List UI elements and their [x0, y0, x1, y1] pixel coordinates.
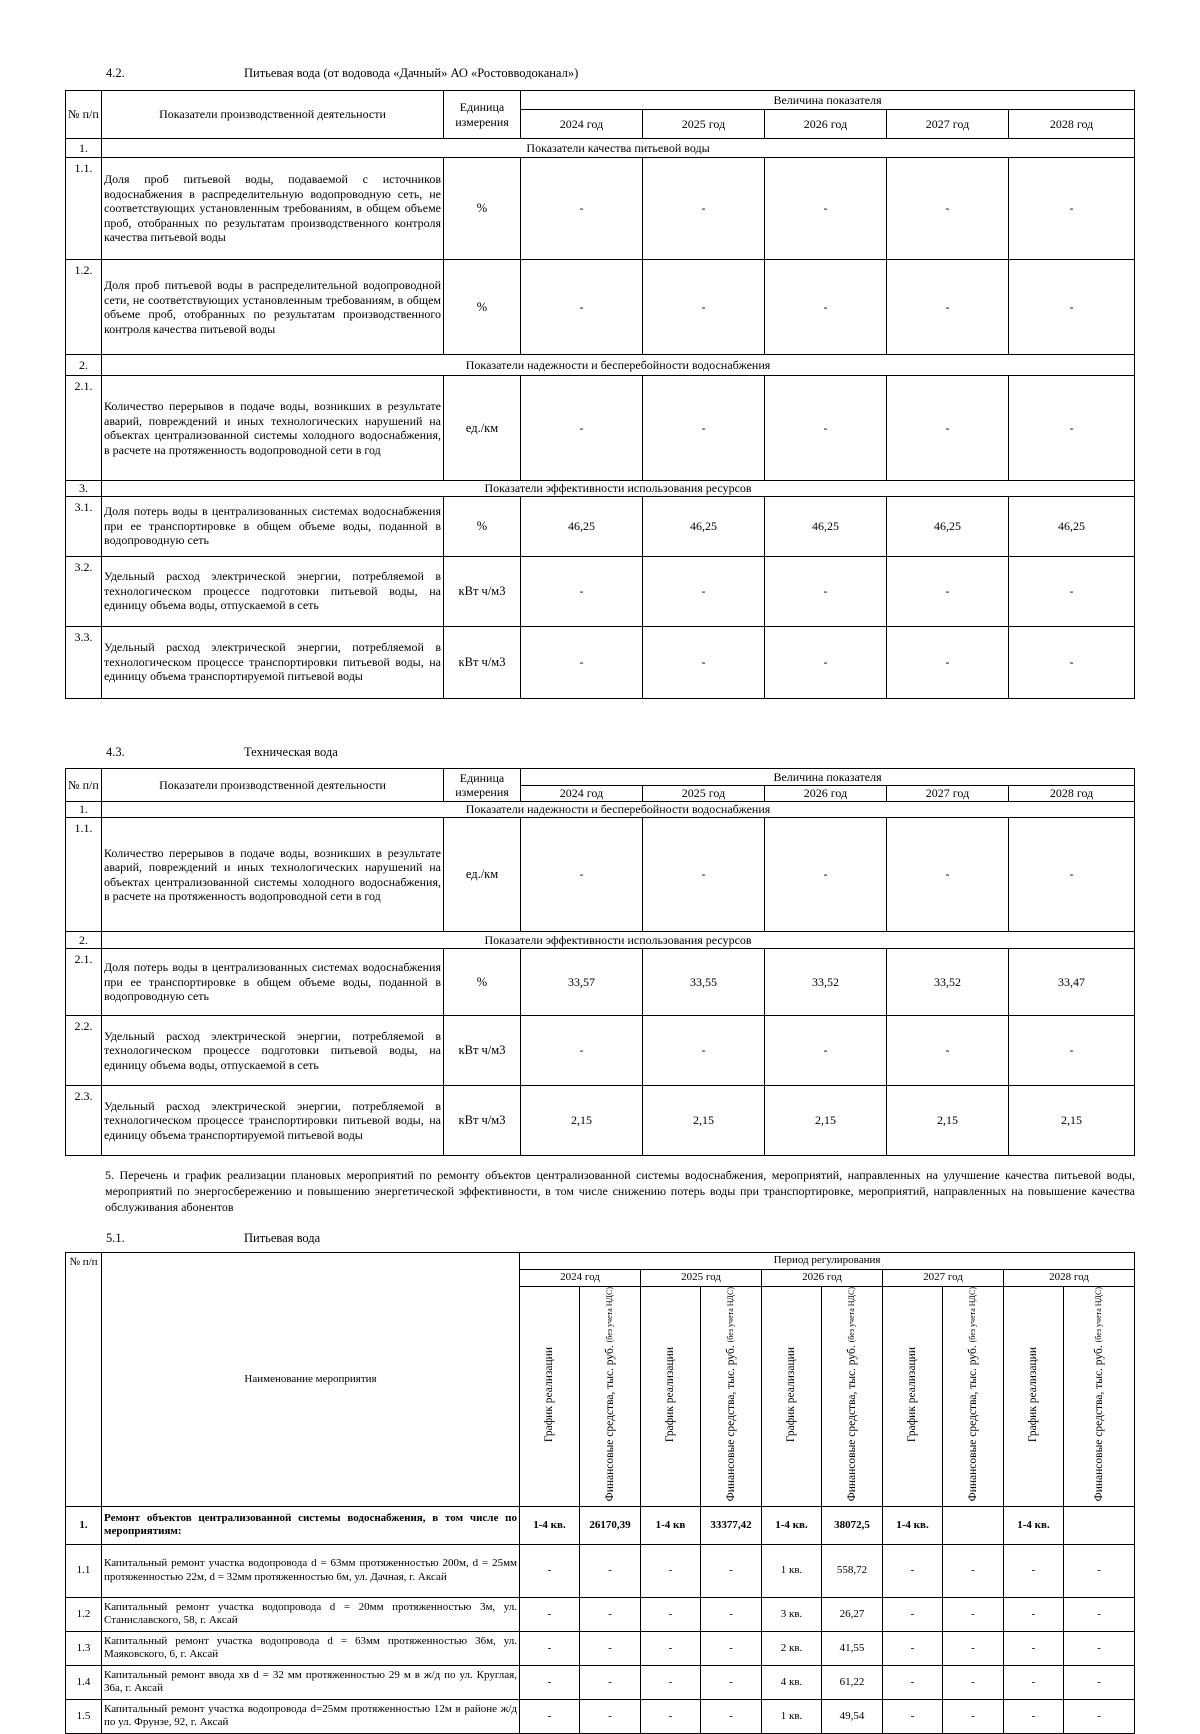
funds-cell	[1064, 1506, 1135, 1544]
header-year: 2024 год	[520, 1270, 641, 1287]
measure-text: Капитальный ремонт ввода хв d = 32 мм протяженностью 29 м в ж/д по ул. Круглая, 36а, г. Аксай	[102, 1665, 520, 1699]
schedule-cell: -	[1004, 1597, 1064, 1631]
schedule-cell: -	[883, 1631, 943, 1665]
value-cell: 33,52	[887, 949, 1009, 1016]
schedule-cell: 1 кв.	[762, 1699, 822, 1733]
schedule-cell: -	[520, 1665, 580, 1699]
unit-cell: ед./км	[444, 818, 521, 932]
schedule-cell: -	[641, 1699, 701, 1733]
schedule-cell: -	[641, 1544, 701, 1597]
section-row	[66, 139, 1135, 158]
header-funds	[943, 1287, 1004, 1507]
table-row	[66, 1016, 1135, 1086]
unit-cell: %	[444, 496, 521, 556]
row-number: 1.3	[66, 1631, 102, 1665]
schedule-cell: 4 кв.	[762, 1665, 822, 1699]
schedule-cell: -	[520, 1631, 580, 1665]
table-row	[66, 376, 1135, 481]
schedule-cell: -	[520, 1597, 580, 1631]
measures-table	[65, 1252, 1135, 1734]
value-cell: -	[1009, 260, 1135, 355]
section-5-1-heading	[106, 1231, 320, 1246]
table-row	[66, 1597, 1135, 1631]
funds-cell: 558,72	[822, 1544, 883, 1597]
funds-cell: -	[1064, 1544, 1135, 1597]
value-cell: -	[643, 1016, 765, 1086]
section-number: 4.3.	[106, 745, 125, 759]
row-number: 3.1.	[66, 496, 102, 556]
section-title: Питьевая вода	[244, 1231, 321, 1245]
row-number: 1.2.	[66, 260, 102, 355]
row-number: 1.5	[66, 1699, 102, 1733]
funds-cell: -	[701, 1631, 762, 1665]
section-title: Показатели эффективности использования ресурсов	[102, 481, 1135, 497]
value-cell: -	[887, 626, 1009, 698]
value-cell: -	[643, 376, 765, 481]
unit-cell: %	[444, 260, 521, 355]
indicator-text: Удельный расход электрической энергии, потребляемой в технологическом процессе подготовки питьевой воды, на единицу объема воды, отпускаемой в сеть	[102, 1016, 444, 1086]
table-row	[66, 818, 1135, 932]
funds-cell: -	[1064, 1665, 1135, 1699]
schedule-label: График реализации	[1027, 1346, 1039, 1442]
funds-cell: -	[943, 1597, 1004, 1631]
funds-cell: 41,55	[822, 1631, 883, 1665]
schedule-cell: -	[883, 1665, 943, 1699]
indicator-text: Удельный расход электрической энергии, потребляемой в технологическом процессе транспортировки питьевой воды, на единицу объема транспортируемой питьевой воды	[102, 626, 444, 698]
row-number: 2.1.	[66, 376, 102, 481]
funds-note: (без учета НДС)	[968, 1287, 977, 1343]
value-cell: 46,25	[1009, 496, 1135, 556]
funds-cell: 33377,42	[701, 1506, 762, 1544]
funds-cell: -	[701, 1699, 762, 1733]
header-year: 2028 год	[1009, 786, 1135, 802]
value-cell: 2,15	[887, 1086, 1009, 1156]
header-unit: Единица измерения	[444, 91, 521, 139]
indicator-text: Доля проб питьевой воды, подаваемой с источников водоснабжения в распределительную водопроводную сеть, не соответствующих установленным требованиям, в общем объеме проб, отобранных по результатам производственного контроля качества питьевой воды	[102, 158, 444, 260]
value-cell: -	[765, 1016, 887, 1086]
value-cell: -	[521, 260, 643, 355]
indicator-text: Количество перерывов в подаче воды, возникших в результате аварий, повреждений и иных технологических нарушений на объектах централизованной системы холодного водоснабжения, в расчете на протяженность водопроводной сети в год	[102, 818, 444, 932]
row-number: 2.	[66, 932, 102, 949]
row-number: 2.	[66, 355, 102, 376]
section-title: Показатели надежности и бесперебойности водоснабжения	[102, 355, 1135, 376]
schedule-cell: -	[520, 1699, 580, 1733]
value-cell: 2,15	[643, 1086, 765, 1156]
value-cell: -	[521, 626, 643, 698]
row-number: 1.1	[66, 1544, 102, 1597]
funds-cell: -	[580, 1544, 641, 1597]
value-cell: 33,52	[765, 949, 887, 1016]
funds-cell	[943, 1506, 1004, 1544]
measure-text: Капитальный ремонт участка водопровода d=25мм протяженностью 12м в районе ж/д по ул. Фрунзе, 92, г. Аксай	[102, 1699, 520, 1733]
table-row	[66, 556, 1135, 626]
section-number: 5.1.	[106, 1231, 125, 1245]
header-year: 2024 год	[521, 786, 643, 802]
table-row	[66, 1086, 1135, 1156]
row-number: 2.1.	[66, 949, 102, 1016]
value-cell: -	[1009, 1016, 1135, 1086]
funds-cell: -	[1064, 1597, 1135, 1631]
value-cell: 33,57	[521, 949, 643, 1016]
schedule-cell: -	[641, 1665, 701, 1699]
indicator-text: Удельный расход электрической энергии, потребляемой в технологическом процессе транспортировки питьевой воды, на единицу объема транспортируемой питьевой воды	[102, 1086, 444, 1156]
row-number: 3.2.	[66, 556, 102, 626]
header-schedule	[641, 1287, 701, 1507]
section-title: Показатели эффективности использования ресурсов	[102, 932, 1135, 949]
section-5-intro: 5. Перечень и график реализации плановых мероприятий по ремонту объектов централизованной системы водоснабжения, мероприятий, направленных на улучшение качества питьевой воды, мероприятий по энергосбережению и повышению энергетической эффективности, в том числе снижению потерь воды при транспортировке, мероприятий, направленных на повышение качества обслуживания абонентов	[105, 1168, 1135, 1214]
funds-note: (без учета НДС)	[1094, 1287, 1104, 1343]
value-cell: -	[521, 818, 643, 932]
funds-cell: -	[943, 1699, 1004, 1733]
row-number: 1.	[66, 1506, 102, 1544]
schedule-cell: 2 кв.	[762, 1631, 822, 1665]
value-cell: -	[1009, 376, 1135, 481]
row-number: 1.	[66, 139, 102, 158]
value-cell: -	[765, 260, 887, 355]
value-cell: -	[643, 556, 765, 626]
funds-cell: -	[580, 1631, 641, 1665]
header-funds	[701, 1287, 762, 1507]
value-cell: -	[1009, 818, 1135, 932]
value-cell: -	[643, 158, 765, 260]
schedule-cell: 1 кв.	[762, 1544, 822, 1597]
value-cell: -	[643, 626, 765, 698]
section-row	[66, 802, 1135, 818]
schedule-cell: -	[1004, 1631, 1064, 1665]
schedule-cell: -	[641, 1631, 701, 1665]
value-cell: -	[887, 1016, 1009, 1086]
row-number: 1.1.	[66, 818, 102, 932]
table-row	[66, 1699, 1135, 1733]
schedule-label: График реализации	[906, 1346, 918, 1442]
unit-cell: кВт ч/м3	[444, 1016, 521, 1086]
value-cell: 2,15	[765, 1086, 887, 1156]
funds-cell: -	[701, 1597, 762, 1631]
header-indicators: Показатели производственной деятельности	[102, 769, 444, 802]
header-year: 2027 год	[887, 786, 1009, 802]
value-cell: -	[765, 818, 887, 932]
section-title: Показатели качества питьевой воды	[102, 139, 1135, 158]
indicator-text: Удельный расход электрической энергии, потребляемой в технологическом процессе подготовки питьевой воды, на единицу объема воды, отпускаемой в сеть	[102, 556, 444, 626]
value-cell: -	[765, 556, 887, 626]
value-cell: -	[887, 158, 1009, 260]
header-no: № п/п	[66, 91, 102, 139]
table-row	[66, 1631, 1135, 1665]
header-funds	[580, 1287, 641, 1507]
measure-text: Капитальный ремонт участка водопровода d = 63мм протяженностью 200м, d = 25мм протяженностью 22м, d = 32мм протяженностью 6м, ул. Дачная, г. Аксай	[102, 1544, 520, 1597]
section-title: Питьевая вода (от водовода «Дачный» АО «Ростовводоканал»)	[244, 66, 579, 80]
value-cell: -	[521, 376, 643, 481]
header-year: 2024 год	[521, 110, 643, 139]
value-cell: 46,25	[521, 496, 643, 556]
measure-text: Ремонт объектов централизованной системы водоснабжения, в том числе по мероприятиям:	[102, 1506, 520, 1544]
schedule-cell: -	[1004, 1665, 1064, 1699]
schedule-cell: -	[520, 1544, 580, 1597]
value-cell: -	[765, 626, 887, 698]
schedule-cell: -	[1004, 1699, 1064, 1733]
schedule-cell: -	[883, 1699, 943, 1733]
schedule-cell: 3 кв.	[762, 1597, 822, 1631]
funds-cell: 26,27	[822, 1597, 883, 1631]
value-cell: -	[887, 376, 1009, 481]
unit-cell: кВт ч/м3	[444, 1086, 521, 1156]
indicators-table-drinking-water	[65, 90, 1135, 699]
header-indicators: Показатели производственной деятельности	[102, 91, 444, 139]
table-row	[66, 1544, 1135, 1597]
header-period: Период регулирования	[520, 1253, 1135, 1270]
schedule-cell: -	[883, 1597, 943, 1631]
schedule-cell: 1-4 кв.	[1004, 1506, 1064, 1544]
table-row	[66, 1665, 1135, 1699]
funds-note: (без учета НДС)	[605, 1287, 614, 1343]
section-number: 4.2.	[106, 66, 125, 80]
table-row	[66, 260, 1135, 355]
funds-cell: -	[1064, 1699, 1135, 1733]
funds-cell: -	[943, 1544, 1004, 1597]
value-cell: -	[521, 556, 643, 626]
schedule-cell: -	[1004, 1544, 1064, 1597]
funds-cell: 38072,5	[822, 1506, 883, 1544]
header-year: 2026 год	[765, 786, 887, 802]
header-funds	[1064, 1287, 1135, 1507]
funds-cell: -	[943, 1665, 1004, 1699]
row-number: 3.3.	[66, 626, 102, 698]
schedule-label: График реализации	[664, 1346, 676, 1442]
unit-cell: %	[444, 158, 521, 260]
section-title: Техническая вода	[244, 745, 338, 759]
schedule-cell: 1-4 кв.	[520, 1506, 580, 1544]
unit-cell: кВт ч/м3	[444, 556, 521, 626]
schedule-cell: 1-4 кв.	[883, 1506, 943, 1544]
row-number: 2.2.	[66, 1016, 102, 1086]
funds-label: Финансовые средства, тыс. руб.	[725, 1345, 737, 1502]
header-year: 2026 год	[762, 1270, 883, 1287]
table-row-total	[66, 1506, 1135, 1544]
section-title: Показатели надежности и бесперебойности водоснабжения	[102, 802, 1135, 818]
indicator-text: Доля потерь воды в централизованных системах водоснабжения при ее транспортировке в общем объеме воды, поданной в водопроводную сеть	[102, 949, 444, 1016]
value-cell: -	[521, 1016, 643, 1086]
indicators-table-technical-water	[65, 768, 1135, 1156]
funds-label: Финансовые средства, тыс. руб.	[967, 1345, 979, 1502]
header-schedule	[520, 1287, 580, 1507]
value-cell: -	[521, 158, 643, 260]
header-unit: Единица измерения	[444, 769, 521, 802]
value-cell: -	[1009, 556, 1135, 626]
schedule-cell: -	[641, 1597, 701, 1631]
header-year: 2028 год	[1009, 110, 1135, 139]
header-schedule	[883, 1287, 943, 1507]
value-cell: -	[765, 158, 887, 260]
value-cell: 46,25	[765, 496, 887, 556]
funds-label: Финансовые средства, тыс. руб.	[846, 1345, 858, 1502]
funds-cell: 49,54	[822, 1699, 883, 1733]
header-value: Величина показателя	[521, 91, 1135, 110]
section-row	[66, 481, 1135, 497]
funds-label: Финансовые средства, тыс. руб.	[1093, 1345, 1106, 1502]
value-cell: -	[643, 260, 765, 355]
value-cell: -	[765, 376, 887, 481]
header-value: Величина показателя	[521, 769, 1135, 786]
funds-note: (без учета НДС)	[726, 1287, 735, 1343]
schedule-cell: 1-4 кв	[641, 1506, 701, 1544]
measure-text: Капитальный ремонт участка водопровода d = 20мм протяженностью 3м, ул. Станиславского, 58, г. Аксай	[102, 1597, 520, 1631]
value-cell: -	[1009, 626, 1135, 698]
row-number: 1.4	[66, 1665, 102, 1699]
row-number: 2.3.	[66, 1086, 102, 1156]
value-cell: 2,15	[521, 1086, 643, 1156]
schedule-label: График реализации	[785, 1346, 797, 1442]
row-number: 3.	[66, 481, 102, 497]
funds-cell: 26170,39	[580, 1506, 641, 1544]
value-cell: 33,47	[1009, 949, 1135, 1016]
table-row	[66, 949, 1135, 1016]
header-funds	[822, 1287, 883, 1507]
value-cell: 46,25	[887, 496, 1009, 556]
schedule-cell: 1-4 кв.	[762, 1506, 822, 1544]
table-row	[66, 626, 1135, 698]
indicator-text: Количество перерывов в подаче воды, возникших в результате аварий, повреждений и иных технологических нарушений на объектах централизованной системы холодного водоснабжения, в расчете на протяженность водопроводной сети в год	[102, 376, 444, 481]
indicator-text: Доля проб питьевой воды в распределительной водопроводной сети, не соответствующих установленным требованиям, в общем объеме проб, отобранных по результатам производственного контроля качества питьевой воды	[102, 260, 444, 355]
header-year: 2025 год	[641, 1270, 762, 1287]
schedule-cell: -	[883, 1544, 943, 1597]
value-cell: 46,25	[643, 496, 765, 556]
measure-text: Капитальный ремонт участка водопровода d = 63мм протяженностью 36м, ул. Маяковского, 6, г. Аксай	[102, 1631, 520, 1665]
schedule-label: График реализации	[543, 1346, 555, 1442]
value-cell: -	[1009, 158, 1135, 260]
section-4-3-heading	[106, 745, 338, 760]
value-cell: -	[887, 260, 1009, 355]
unit-cell: %	[444, 949, 521, 1016]
table-row	[66, 158, 1135, 260]
unit-cell: ед./км	[444, 376, 521, 481]
header-schedule	[1004, 1287, 1064, 1507]
funds-cell: -	[943, 1631, 1004, 1665]
header-no: № п/п	[66, 1253, 102, 1507]
table-row	[66, 496, 1135, 556]
unit-cell: кВт ч/м3	[444, 626, 521, 698]
row-number: 1.2	[66, 1597, 102, 1631]
row-number: 1.1.	[66, 158, 102, 260]
header-year: 2025 год	[643, 786, 765, 802]
funds-cell: -	[1064, 1631, 1135, 1665]
section-4-2-heading	[106, 66, 578, 81]
section-row	[66, 355, 1135, 376]
header-year: 2028 год	[1004, 1270, 1135, 1287]
header-year: 2026 год	[765, 110, 887, 139]
funds-cell: -	[580, 1699, 641, 1733]
funds-cell: -	[580, 1597, 641, 1631]
section-row	[66, 932, 1135, 949]
funds-cell: -	[701, 1665, 762, 1699]
header-year: 2025 год	[643, 110, 765, 139]
value-cell: -	[887, 818, 1009, 932]
row-number: 1.	[66, 802, 102, 818]
funds-cell: -	[701, 1544, 762, 1597]
indicator-text: Доля потерь воды в централизованных системах водоснабжения при ее транспортировке в общем объеме воды, поданной в водопроводную сеть	[102, 496, 444, 556]
header-schedule	[762, 1287, 822, 1507]
funds-cell: 61,22	[822, 1665, 883, 1699]
value-cell: 33,55	[643, 949, 765, 1016]
funds-cell: -	[580, 1665, 641, 1699]
header-name: Наименование мероприятия	[102, 1253, 520, 1507]
value-cell: -	[887, 556, 1009, 626]
header-year: 2027 год	[887, 110, 1009, 139]
funds-label: Финансовые средства, тыс. руб.	[604, 1345, 616, 1502]
funds-note: (без учета НДС)	[847, 1287, 856, 1343]
header-year: 2027 год	[883, 1270, 1004, 1287]
value-cell: -	[643, 818, 765, 932]
value-cell: 2,15	[1009, 1086, 1135, 1156]
header-no: № п/п	[66, 769, 102, 802]
